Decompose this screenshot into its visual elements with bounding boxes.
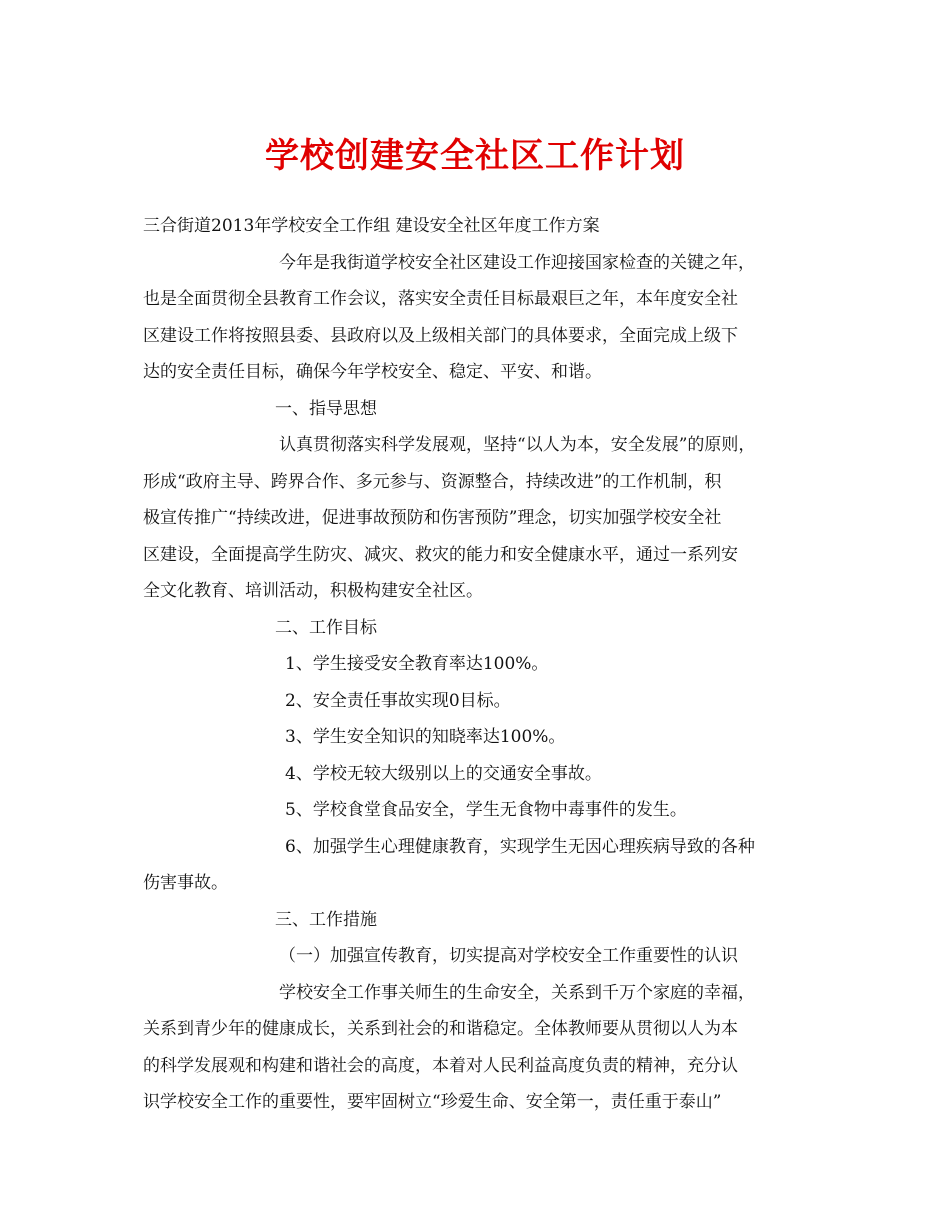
paragraph-line: 形成“政府主导、跨界合作、多元参与、资源整合，持续改进”的工作机制，积 bbox=[143, 471, 722, 492]
list-item-continuation: 伤害事故。 bbox=[143, 873, 228, 893]
section-heading: 一、指导思想 bbox=[275, 398, 377, 419]
document-body bbox=[143, 208, 825, 1121]
list-item: 6、加强学生心理健康教育，实现学生无因心理疾病导致的各种 bbox=[285, 836, 755, 857]
subsection-heading: （一）加强宣传教育，切实提高对学校安全工作重要性的认识 bbox=[279, 946, 738, 966]
paragraph-line: 学校安全工作事关师生的生命安全，关系到千万个家庭的幸福， bbox=[279, 982, 755, 1003]
paragraph-line: 关系到青少年的健康成长，关系到社会的和谐稳定。全体教师要从贯彻以人为本 bbox=[143, 1019, 738, 1039]
paragraph-line: 达的安全责任目标，确保今年学校安全、稳定、平安、和谐。 bbox=[143, 362, 602, 382]
list-item: 5、学校食堂食品安全，学生无食物中毒事件的发生。 bbox=[285, 800, 687, 820]
paragraph-line: 也是全面贯彻全县教育工作会议，落实安全责任目标最艰巨之年，本年度安全社 bbox=[143, 289, 738, 309]
section-heading: 二、工作目标 bbox=[275, 617, 377, 638]
paragraph-line: 区建设，全面提高学生防灾、减灾、救灾的能力和安全健康水平，通过一系列安 bbox=[143, 544, 738, 565]
paragraph-line: 今年是我街道学校安全社区建设工作迎接国家检查的关键之年， bbox=[279, 252, 755, 273]
list-item: 4、学校无较大级别以上的交通安全事故。 bbox=[285, 763, 602, 784]
list-item: 1、学生接受安全教育率达100%。 bbox=[285, 654, 549, 674]
list-item: 3、学生安全知识的知晓率达100%。 bbox=[285, 727, 566, 747]
paragraph-line: 区建设工作将按照县委、县政府以及上级相关部门的具体要求，全面完成上级下 bbox=[143, 325, 738, 346]
paragraph-line: 认真贯彻落实科学发展观，坚持“以人为本，安全发展”的原则， bbox=[279, 435, 756, 455]
subtitle-line: 三合街道2013年学校安全工作组 建设安全社区年度工作方案 bbox=[143, 216, 600, 236]
paragraph-line: 识学校安全工作的重要性，要牢固树立“珍爱生命、安全第一，责任重于泰山” bbox=[143, 1092, 722, 1112]
paragraph-line: 极宣传推广“持续改进，促进事故预防和伤害预防”理念，切实加强学校安全社 bbox=[143, 508, 722, 528]
document-title: 学校创建安全社区工作计划 bbox=[265, 136, 685, 176]
section-heading: 三、工作措施 bbox=[275, 909, 377, 930]
paragraph-line: 的科学发展观和构建和谐社会的高度，本着对人民利益高度负责的精神，充分认 bbox=[143, 1055, 738, 1076]
paragraph-line: 全文化教育、培训活动，积极构建安全社区。 bbox=[143, 581, 483, 601]
list-item: 2、安全责任事故实现0目标。 bbox=[285, 690, 511, 711]
